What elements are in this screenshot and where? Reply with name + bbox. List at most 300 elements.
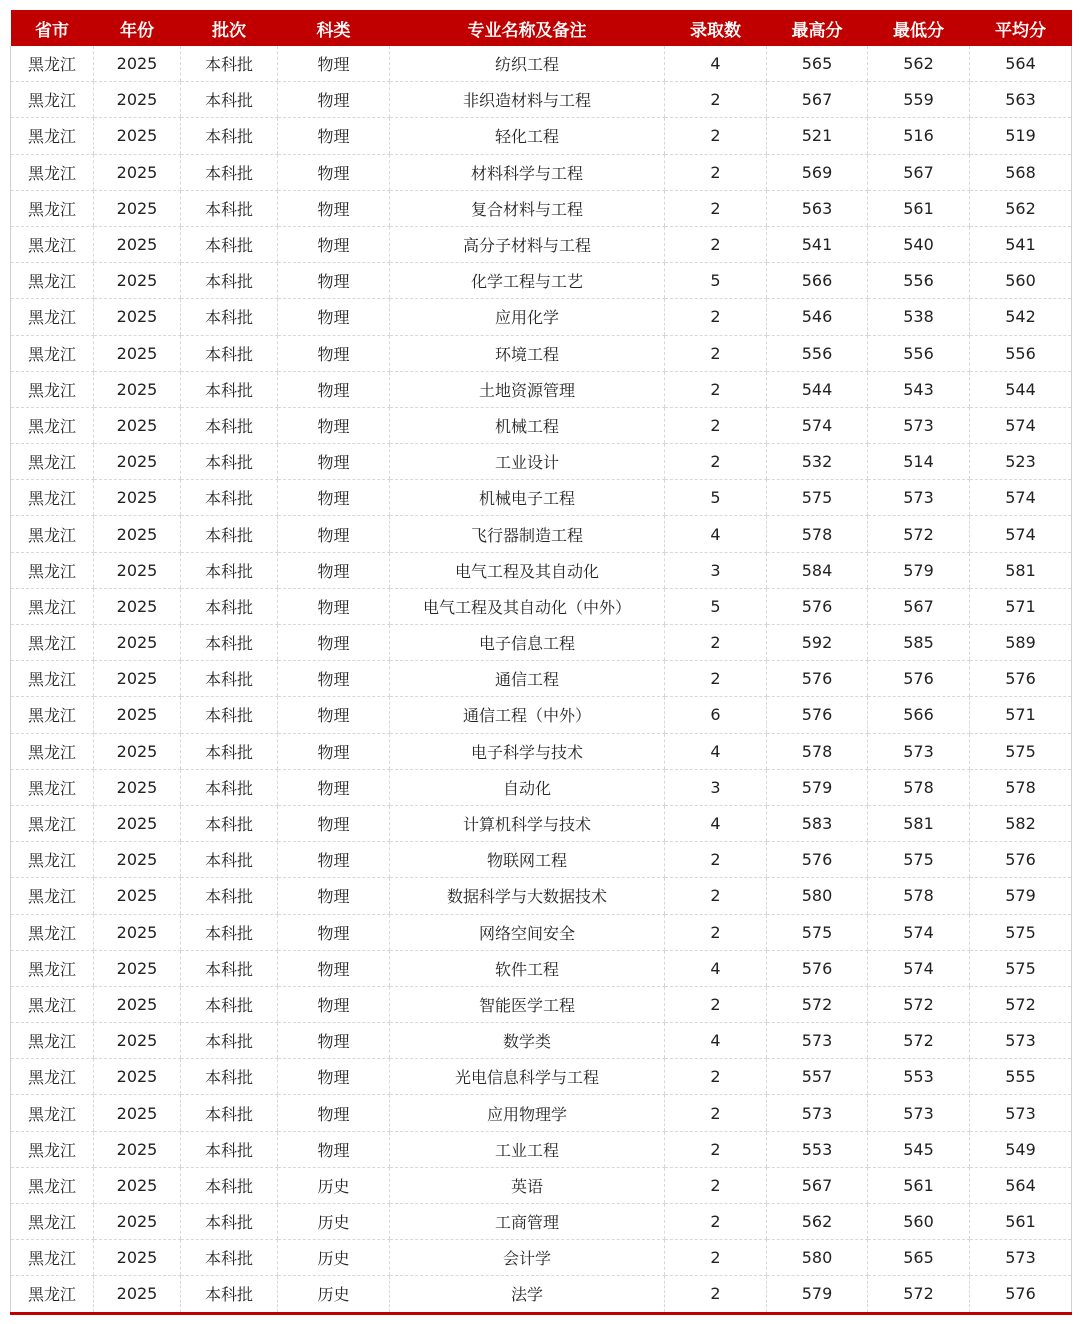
cell-admitted-count: 2: [665, 299, 767, 335]
cell-admitted-count: 4: [665, 950, 767, 986]
cell-average-score: 574: [970, 480, 1072, 516]
cell-average-score: 541: [970, 226, 1072, 262]
cell-average-score: 576: [970, 1276, 1072, 1313]
cell-subject-category: 物理: [278, 552, 390, 588]
cell-province: 黑龙江: [11, 769, 94, 805]
cell-year: 2025: [94, 1131, 181, 1167]
cell-lowest-score: 561: [868, 190, 970, 226]
cell-major-name: 会计学: [390, 1240, 665, 1276]
table-row: [11, 46, 1072, 82]
cell-province: 黑龙江: [11, 480, 94, 516]
cell-lowest-score: 540: [868, 226, 970, 262]
table-row: [11, 733, 1072, 769]
cell-province: 黑龙江: [11, 733, 94, 769]
cell-lowest-score: 572: [868, 986, 970, 1022]
cell-major-name: 自动化: [390, 769, 665, 805]
cell-subject-category: 物理: [278, 842, 390, 878]
cell-lowest-score: 559: [868, 82, 970, 118]
cell-subject-category: 物理: [278, 263, 390, 299]
cell-highest-score: 575: [767, 914, 868, 950]
cell-year: 2025: [94, 914, 181, 950]
cell-average-score: 564: [970, 1167, 1072, 1203]
cell-batch: 本科批: [181, 842, 278, 878]
cell-average-score: 574: [970, 516, 1072, 552]
cell-highest-score: 573: [767, 1095, 868, 1131]
cell-average-score: 581: [970, 552, 1072, 588]
cell-highest-score: 576: [767, 697, 868, 733]
cell-lowest-score: 574: [868, 914, 970, 950]
cell-province: 黑龙江: [11, 697, 94, 733]
cell-batch: 本科批: [181, 118, 278, 154]
cell-highest-score: 583: [767, 805, 868, 841]
cell-highest-score: 569: [767, 154, 868, 190]
cell-batch: 本科批: [181, 226, 278, 262]
table-row: [11, 480, 1072, 516]
cell-year: 2025: [94, 842, 181, 878]
cell-lowest-score: 579: [868, 552, 970, 588]
cell-major-name: 智能医学工程: [390, 986, 665, 1022]
cell-admitted-count: 4: [665, 733, 767, 769]
cell-subject-category: 物理: [278, 516, 390, 552]
cell-year: 2025: [94, 1167, 181, 1203]
cell-subject-category: 物理: [278, 444, 390, 480]
cell-batch: 本科批: [181, 82, 278, 118]
cell-subject-category: 历史: [278, 1167, 390, 1203]
cell-admitted-count: 6: [665, 697, 767, 733]
cell-average-score: 579: [970, 878, 1072, 914]
cell-major-name: 计算机科学与技术: [390, 805, 665, 841]
cell-major-name: 非织造材料与工程: [390, 82, 665, 118]
cell-subject-category: 物理: [278, 82, 390, 118]
cell-average-score: 561: [970, 1204, 1072, 1240]
cell-admitted-count: 2: [665, 661, 767, 697]
cell-year: 2025: [94, 154, 181, 190]
table-row: [11, 661, 1072, 697]
cell-major-name: 飞行器制造工程: [390, 516, 665, 552]
cell-major-name: 机械工程: [390, 407, 665, 443]
cell-average-score: 573: [970, 1095, 1072, 1131]
cell-average-score: 544: [970, 371, 1072, 407]
cell-batch: 本科批: [181, 407, 278, 443]
cell-province: 黑龙江: [11, 1240, 94, 1276]
column-header-batch: 批次: [181, 10, 278, 46]
cell-province: 黑龙江: [11, 46, 94, 82]
cell-province: 黑龙江: [11, 805, 94, 841]
cell-year: 2025: [94, 950, 181, 986]
cell-admitted-count: 2: [665, 1095, 767, 1131]
cell-admitted-count: 2: [665, 444, 767, 480]
cell-admitted-count: 2: [665, 407, 767, 443]
cell-subject-category: 物理: [278, 118, 390, 154]
table-row: [11, 82, 1072, 118]
cell-province: 黑龙江: [11, 516, 94, 552]
cell-average-score: 523: [970, 444, 1072, 480]
cell-year: 2025: [94, 299, 181, 335]
cell-province: 黑龙江: [11, 154, 94, 190]
cell-major-name: 电气工程及其自动化（中外）: [390, 588, 665, 624]
cell-highest-score: 566: [767, 263, 868, 299]
cell-lowest-score: 556: [868, 335, 970, 371]
cell-average-score: 519: [970, 118, 1072, 154]
cell-batch: 本科批: [181, 552, 278, 588]
cell-batch: 本科批: [181, 516, 278, 552]
cell-batch: 本科批: [181, 1095, 278, 1131]
cell-province: 黑龙江: [11, 226, 94, 262]
table-row: [11, 1240, 1072, 1276]
table-row: [11, 118, 1072, 154]
cell-lowest-score: 562: [868, 46, 970, 82]
cell-admitted-count: 2: [665, 1059, 767, 1095]
cell-province: 黑龙江: [11, 1204, 94, 1240]
admission-score-table: [10, 10, 1072, 1315]
cell-batch: 本科批: [181, 444, 278, 480]
cell-year: 2025: [94, 516, 181, 552]
cell-batch: 本科批: [181, 1240, 278, 1276]
cell-major-name: 数学类: [390, 1023, 665, 1059]
cell-major-name: 应用化学: [390, 299, 665, 335]
cell-batch: 本科批: [181, 1167, 278, 1203]
cell-admitted-count: 5: [665, 588, 767, 624]
cell-major-name: 纺织工程: [390, 46, 665, 82]
cell-highest-score: 557: [767, 1059, 868, 1095]
cell-highest-score: 567: [767, 1167, 868, 1203]
cell-subject-category: 物理: [278, 1023, 390, 1059]
cell-year: 2025: [94, 661, 181, 697]
cell-average-score: 542: [970, 299, 1072, 335]
cell-year: 2025: [94, 769, 181, 805]
cell-province: 黑龙江: [11, 842, 94, 878]
cell-batch: 本科批: [181, 1131, 278, 1167]
cell-province: 黑龙江: [11, 1095, 94, 1131]
cell-province: 黑龙江: [11, 950, 94, 986]
cell-lowest-score: 574: [868, 950, 970, 986]
cell-year: 2025: [94, 82, 181, 118]
cell-lowest-score: 576: [868, 661, 970, 697]
cell-subject-category: 物理: [278, 299, 390, 335]
cell-average-score: 589: [970, 625, 1072, 661]
column-header-major-name: 专业名称及备注: [390, 10, 665, 46]
cell-batch: 本科批: [181, 986, 278, 1022]
cell-year: 2025: [94, 407, 181, 443]
cell-lowest-score: 578: [868, 769, 970, 805]
cell-highest-score: 573: [767, 1023, 868, 1059]
cell-highest-score: 541: [767, 226, 868, 262]
cell-admitted-count: 2: [665, 842, 767, 878]
cell-subject-category: 物理: [278, 190, 390, 226]
cell-subject-category: 物理: [278, 769, 390, 805]
table-row: [11, 986, 1072, 1022]
cell-year: 2025: [94, 46, 181, 82]
cell-province: 黑龙江: [11, 588, 94, 624]
cell-year: 2025: [94, 552, 181, 588]
cell-major-name: 数据科学与大数据技术: [390, 878, 665, 914]
cell-average-score: 572: [970, 986, 1072, 1022]
column-header-highest-score: 最高分: [767, 10, 868, 46]
cell-year: 2025: [94, 335, 181, 371]
cell-lowest-score: 573: [868, 480, 970, 516]
table-row: [11, 1059, 1072, 1095]
cell-major-name: 材料科学与工程: [390, 154, 665, 190]
cell-average-score: 573: [970, 1023, 1072, 1059]
cell-year: 2025: [94, 444, 181, 480]
cell-year: 2025: [94, 986, 181, 1022]
cell-batch: 本科批: [181, 1276, 278, 1313]
cell-province: 黑龙江: [11, 118, 94, 154]
cell-lowest-score: 573: [868, 407, 970, 443]
cell-highest-score: 556: [767, 335, 868, 371]
cell-subject-category: 历史: [278, 1240, 390, 1276]
table-row: [11, 226, 1072, 262]
cell-highest-score: 565: [767, 46, 868, 82]
cell-year: 2025: [94, 1095, 181, 1131]
cell-province: 黑龙江: [11, 335, 94, 371]
table-row: [11, 444, 1072, 480]
column-header-year: 年份: [94, 10, 181, 46]
cell-admitted-count: 2: [665, 1204, 767, 1240]
cell-batch: 本科批: [181, 625, 278, 661]
table-row: [11, 154, 1072, 190]
cell-average-score: 556: [970, 335, 1072, 371]
cell-subject-category: 物理: [278, 878, 390, 914]
cell-major-name: 机械电子工程: [390, 480, 665, 516]
cell-admitted-count: 4: [665, 516, 767, 552]
table-row: [11, 407, 1072, 443]
cell-batch: 本科批: [181, 1204, 278, 1240]
cell-major-name: 电子科学与技术: [390, 733, 665, 769]
cell-province: 黑龙江: [11, 625, 94, 661]
cell-batch: 本科批: [181, 1059, 278, 1095]
cell-lowest-score: 566: [868, 697, 970, 733]
cell-highest-score: 567: [767, 82, 868, 118]
cell-year: 2025: [94, 697, 181, 733]
cell-province: 黑龙江: [11, 407, 94, 443]
cell-average-score: 571: [970, 697, 1072, 733]
cell-lowest-score: 567: [868, 154, 970, 190]
cell-lowest-score: 553: [868, 1059, 970, 1095]
table-row: [11, 805, 1072, 841]
cell-admitted-count: 2: [665, 226, 767, 262]
cell-year: 2025: [94, 1240, 181, 1276]
cell-batch: 本科批: [181, 950, 278, 986]
table-header-row: [11, 10, 1072, 46]
cell-subject-category: 物理: [278, 733, 390, 769]
cell-year: 2025: [94, 805, 181, 841]
cell-highest-score: 546: [767, 299, 868, 335]
cell-batch: 本科批: [181, 1023, 278, 1059]
cell-batch: 本科批: [181, 263, 278, 299]
cell-lowest-score: 543: [868, 371, 970, 407]
cell-highest-score: 576: [767, 950, 868, 986]
cell-admitted-count: 2: [665, 1131, 767, 1167]
cell-subject-category: 物理: [278, 986, 390, 1022]
cell-batch: 本科批: [181, 914, 278, 950]
cell-province: 黑龙江: [11, 82, 94, 118]
cell-highest-score: 532: [767, 444, 868, 480]
cell-major-name: 网络空间安全: [390, 914, 665, 950]
cell-province: 黑龙江: [11, 1167, 94, 1203]
cell-batch: 本科批: [181, 769, 278, 805]
table-row: [11, 190, 1072, 226]
cell-batch: 本科批: [181, 335, 278, 371]
cell-major-name: 物联网工程: [390, 842, 665, 878]
cell-average-score: 582: [970, 805, 1072, 841]
cell-highest-score: 580: [767, 878, 868, 914]
cell-average-score: 571: [970, 588, 1072, 624]
cell-admitted-count: 2: [665, 914, 767, 950]
table-row: [11, 950, 1072, 986]
cell-average-score: 578: [970, 769, 1072, 805]
cell-average-score: 555: [970, 1059, 1072, 1095]
cell-admitted-count: 4: [665, 46, 767, 82]
cell-year: 2025: [94, 1059, 181, 1095]
cell-highest-score: 579: [767, 1276, 868, 1313]
cell-admitted-count: 2: [665, 625, 767, 661]
cell-major-name: 工业设计: [390, 444, 665, 480]
cell-subject-category: 物理: [278, 480, 390, 516]
cell-lowest-score: 578: [868, 878, 970, 914]
cell-subject-category: 物理: [278, 914, 390, 950]
cell-subject-category: 物理: [278, 625, 390, 661]
cell-major-name: 电子信息工程: [390, 625, 665, 661]
cell-batch: 本科批: [181, 878, 278, 914]
cell-province: 黑龙江: [11, 299, 94, 335]
cell-subject-category: 物理: [278, 407, 390, 443]
cell-subject-category: 物理: [278, 1095, 390, 1131]
cell-lowest-score: 514: [868, 444, 970, 480]
cell-highest-score: 592: [767, 625, 868, 661]
cell-admitted-count: 3: [665, 769, 767, 805]
cell-major-name: 软件工程: [390, 950, 665, 986]
cell-batch: 本科批: [181, 588, 278, 624]
cell-subject-category: 物理: [278, 697, 390, 733]
cell-admitted-count: 3: [665, 552, 767, 588]
cell-province: 黑龙江: [11, 1131, 94, 1167]
table-row: [11, 516, 1072, 552]
cell-subject-category: 历史: [278, 1276, 390, 1313]
cell-major-name: 电气工程及其自动化: [390, 552, 665, 588]
cell-highest-score: 553: [767, 1131, 868, 1167]
cell-average-score: 562: [970, 190, 1072, 226]
cell-major-name: 通信工程（中外）: [390, 697, 665, 733]
table-row: [11, 263, 1072, 299]
cell-province: 黑龙江: [11, 371, 94, 407]
cell-average-score: 575: [970, 914, 1072, 950]
cell-major-name: 应用物理学: [390, 1095, 665, 1131]
cell-batch: 本科批: [181, 733, 278, 769]
cell-lowest-score: 581: [868, 805, 970, 841]
cell-province: 黑龙江: [11, 986, 94, 1022]
cell-province: 黑龙江: [11, 1023, 94, 1059]
cell-highest-score: 562: [767, 1204, 868, 1240]
column-header-province: 省市: [11, 10, 94, 46]
cell-average-score: 575: [970, 733, 1072, 769]
cell-year: 2025: [94, 625, 181, 661]
cell-lowest-score: 538: [868, 299, 970, 335]
cell-batch: 本科批: [181, 480, 278, 516]
column-header-lowest-score: 最低分: [868, 10, 970, 46]
cell-admitted-count: 2: [665, 1167, 767, 1203]
cell-admitted-count: 2: [665, 1276, 767, 1313]
table-row: [11, 1167, 1072, 1203]
cell-admitted-count: 2: [665, 154, 767, 190]
table-row: [11, 1023, 1072, 1059]
cell-province: 黑龙江: [11, 444, 94, 480]
cell-lowest-score: 516: [868, 118, 970, 154]
cell-year: 2025: [94, 118, 181, 154]
cell-major-name: 化学工程与工艺: [390, 263, 665, 299]
cell-major-name: 土地资源管理: [390, 371, 665, 407]
cell-year: 2025: [94, 371, 181, 407]
cell-highest-score: 580: [767, 1240, 868, 1276]
cell-batch: 本科批: [181, 154, 278, 190]
cell-major-name: 复合材料与工程: [390, 190, 665, 226]
cell-lowest-score: 572: [868, 1276, 970, 1313]
table-row: [11, 914, 1072, 950]
cell-highest-score: 576: [767, 661, 868, 697]
cell-subject-category: 物理: [278, 950, 390, 986]
cell-average-score: 573: [970, 1240, 1072, 1276]
cell-province: 黑龙江: [11, 1059, 94, 1095]
table-body: [11, 46, 1072, 1313]
cell-highest-score: 584: [767, 552, 868, 588]
table-row: [11, 1204, 1072, 1240]
cell-major-name: 轻化工程: [390, 118, 665, 154]
cell-average-score: 549: [970, 1131, 1072, 1167]
cell-batch: 本科批: [181, 661, 278, 697]
cell-subject-category: 物理: [278, 805, 390, 841]
cell-year: 2025: [94, 1023, 181, 1059]
cell-admitted-count: 2: [665, 371, 767, 407]
cell-admitted-count: 2: [665, 335, 767, 371]
cell-major-name: 高分子材料与工程: [390, 226, 665, 262]
cell-average-score: 574: [970, 407, 1072, 443]
cell-subject-category: 物理: [278, 371, 390, 407]
cell-year: 2025: [94, 1204, 181, 1240]
cell-year: 2025: [94, 263, 181, 299]
cell-average-score: 576: [970, 842, 1072, 878]
cell-lowest-score: 556: [868, 263, 970, 299]
cell-province: 黑龙江: [11, 552, 94, 588]
cell-admitted-count: 4: [665, 805, 767, 841]
column-header-admitted-count: 录取数: [665, 10, 767, 46]
cell-year: 2025: [94, 480, 181, 516]
cell-major-name: 法学: [390, 1276, 665, 1313]
cell-admitted-count: 5: [665, 263, 767, 299]
table-row: [11, 1095, 1072, 1131]
cell-highest-score: 574: [767, 407, 868, 443]
admission-score-table-container: [10, 10, 1071, 1315]
cell-subject-category: 物理: [278, 154, 390, 190]
cell-highest-score: 544: [767, 371, 868, 407]
cell-lowest-score: 545: [868, 1131, 970, 1167]
cell-average-score: 568: [970, 154, 1072, 190]
table-row: [11, 769, 1072, 805]
cell-highest-score: 578: [767, 733, 868, 769]
cell-lowest-score: 575: [868, 842, 970, 878]
table-row: [11, 299, 1072, 335]
cell-lowest-score: 573: [868, 1095, 970, 1131]
cell-average-score: 563: [970, 82, 1072, 118]
cell-year: 2025: [94, 226, 181, 262]
table-row: [11, 878, 1072, 914]
cell-major-name: 光电信息科学与工程: [390, 1059, 665, 1095]
cell-admitted-count: 4: [665, 1023, 767, 1059]
cell-year: 2025: [94, 588, 181, 624]
table-row: [11, 552, 1072, 588]
cell-batch: 本科批: [181, 190, 278, 226]
cell-batch: 本科批: [181, 697, 278, 733]
table-row: [11, 697, 1072, 733]
